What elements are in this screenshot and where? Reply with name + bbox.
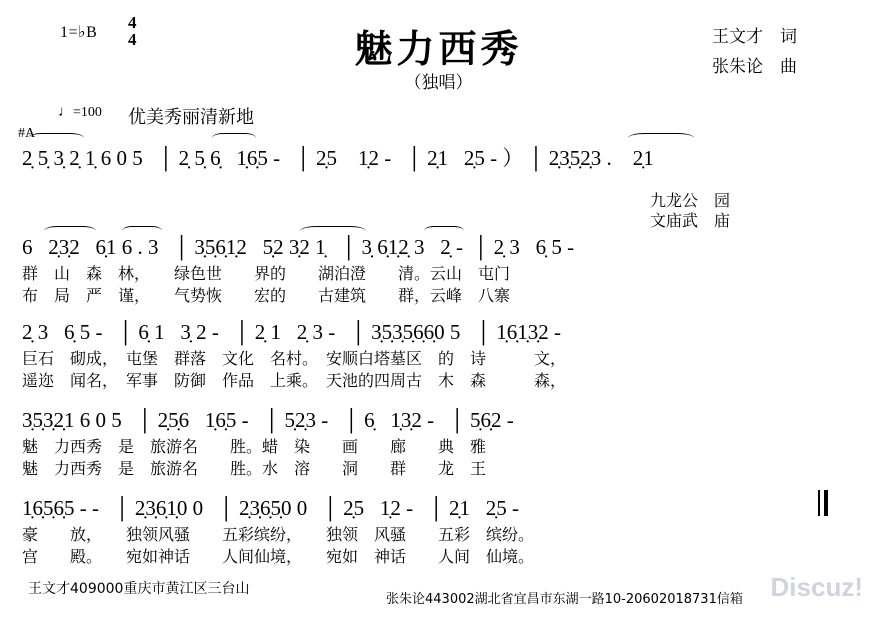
slur-mark — [122, 226, 162, 236]
slur-mark — [424, 226, 464, 236]
tempo-marking — [58, 104, 102, 121]
slur-mark — [300, 226, 366, 236]
quarter-note-icon: ♩ — [58, 104, 73, 120]
tempo-value: =100 — [73, 105, 102, 120]
slur-mark — [44, 226, 96, 236]
lyric-line: 布 局 严 谨， 气势恢 宏的 古建筑 群，云峰 八寨 — [22, 286, 511, 305]
notation-line: 2̣ 3 6̣ 5 - │ 6̣ 1 3̣ 2 - │ 2̣ 1 2̣ 3 - │ 3̣5̣3̣5̣6̣6̣0 5 │ 1̣6̣1̣3̣2 - — [22, 320, 561, 344]
notation-line: 2̣ 5̣ 3̣ 2̣ 1̣ 6 0 5 │ 2̣ 5̣ 6̣ 1̣6̣5 - │ 2̣5 1̣2 - │ 2̣1 2̣5 - ） │ 2̣3̣5̣2̣3 . 2̣1 — [22, 146, 654, 170]
lyric-line: 巨石 砌成， 屯堡 群落 文化 名村。 安顺白塔墓区 的 诗 文， — [22, 349, 567, 368]
lyric-line: 豪 放， 独领风骚 五彩缤纷， 独领 风骚 五彩 缤纷。 — [22, 525, 535, 544]
lyric-line: 魅 力西秀 是 旅游名 胜。蜡 染 画 廊 典 雅 — [22, 437, 487, 456]
time-signature-denominator: 4 — [128, 30, 137, 49]
staff-system-5 — [0, 496, 877, 566]
annotation-text: 九龙公 园 — [650, 191, 731, 210]
notation-line: 1̣6̣5̣6̣5 - - │ 2̣3̣6̣1̣0 0 │ 2̣3̣6̣5̣0 0 │ 2̣5 1̣2 - │ 2̣1 2̣5 - — [22, 496, 519, 520]
watermark: Discuz! — [770, 572, 863, 602]
notation-line: 6 2̣3̣2 6̣1 6 . 3 │ 3̣5̣6̣1̣2 5̣2 3̣2 1̣ │ 3̣ 6̣1̣2̣ 3 2̣ - │ 2̣ 3 6̣ 5 - — [22, 235, 575, 259]
final-barline-thin — [818, 490, 820, 516]
lyric-line: 遥迩 闻名， 军事 防御 作品 上乘。 天池的四周古 木 森 森， — [22, 371, 567, 390]
annotation-text: 文庙武 庙 — [650, 211, 731, 230]
expression-marking: 优美秀丽清新地 — [128, 107, 254, 128]
slur-mark — [28, 133, 84, 143]
time-signature-numerator: 4 — [128, 13, 137, 32]
lyric-line: 宫 殿。 宛如神话 人间仙境， 宛如 神话 人间 仙境。 — [22, 547, 535, 566]
staff-system-2 — [0, 235, 877, 305]
final-barline-thick — [824, 490, 828, 516]
lyric-line: 群 山 森 林， 绿色世 界的 湖泊澄 清。云山 屯门 — [22, 264, 511, 283]
composer-credit: 张朱论 曲 — [712, 57, 797, 77]
key-signature: 1=♭B — [60, 24, 98, 41]
page-subtitle: （独唱） — [404, 73, 473, 93]
slur-mark — [212, 133, 256, 143]
notation-line: 3̣5̣3̣2̣1 6 0 5 │ 2̣5̣6 1̣6̣5 - │ 5̣2̣3 - │ 6̣ 1̣3̣2 - │ 5̣6̣2 - — [22, 408, 514, 432]
lyricist-credit: 王文才 词 — [712, 27, 797, 47]
staff-system-1 — [0, 142, 877, 202]
page-title: 魅力西秀 — [354, 27, 523, 71]
staff-system-3 — [0, 320, 877, 390]
footer-right-text: 张朱论443002湖北省宜昌市东湖一路10-20602018731信箱 — [386, 592, 743, 607]
footer-left-text: 王文才409000重庆市黄江区三台山 — [28, 581, 250, 597]
lyric-line: 魅 力西秀 是 旅游名 胜。水 溶 洞 群 龙 王 — [22, 459, 487, 478]
slur-mark — [628, 133, 694, 143]
staff-system-4 — [0, 408, 877, 478]
credits — [712, 22, 797, 82]
chord-symbol: #A — [18, 126, 36, 141]
